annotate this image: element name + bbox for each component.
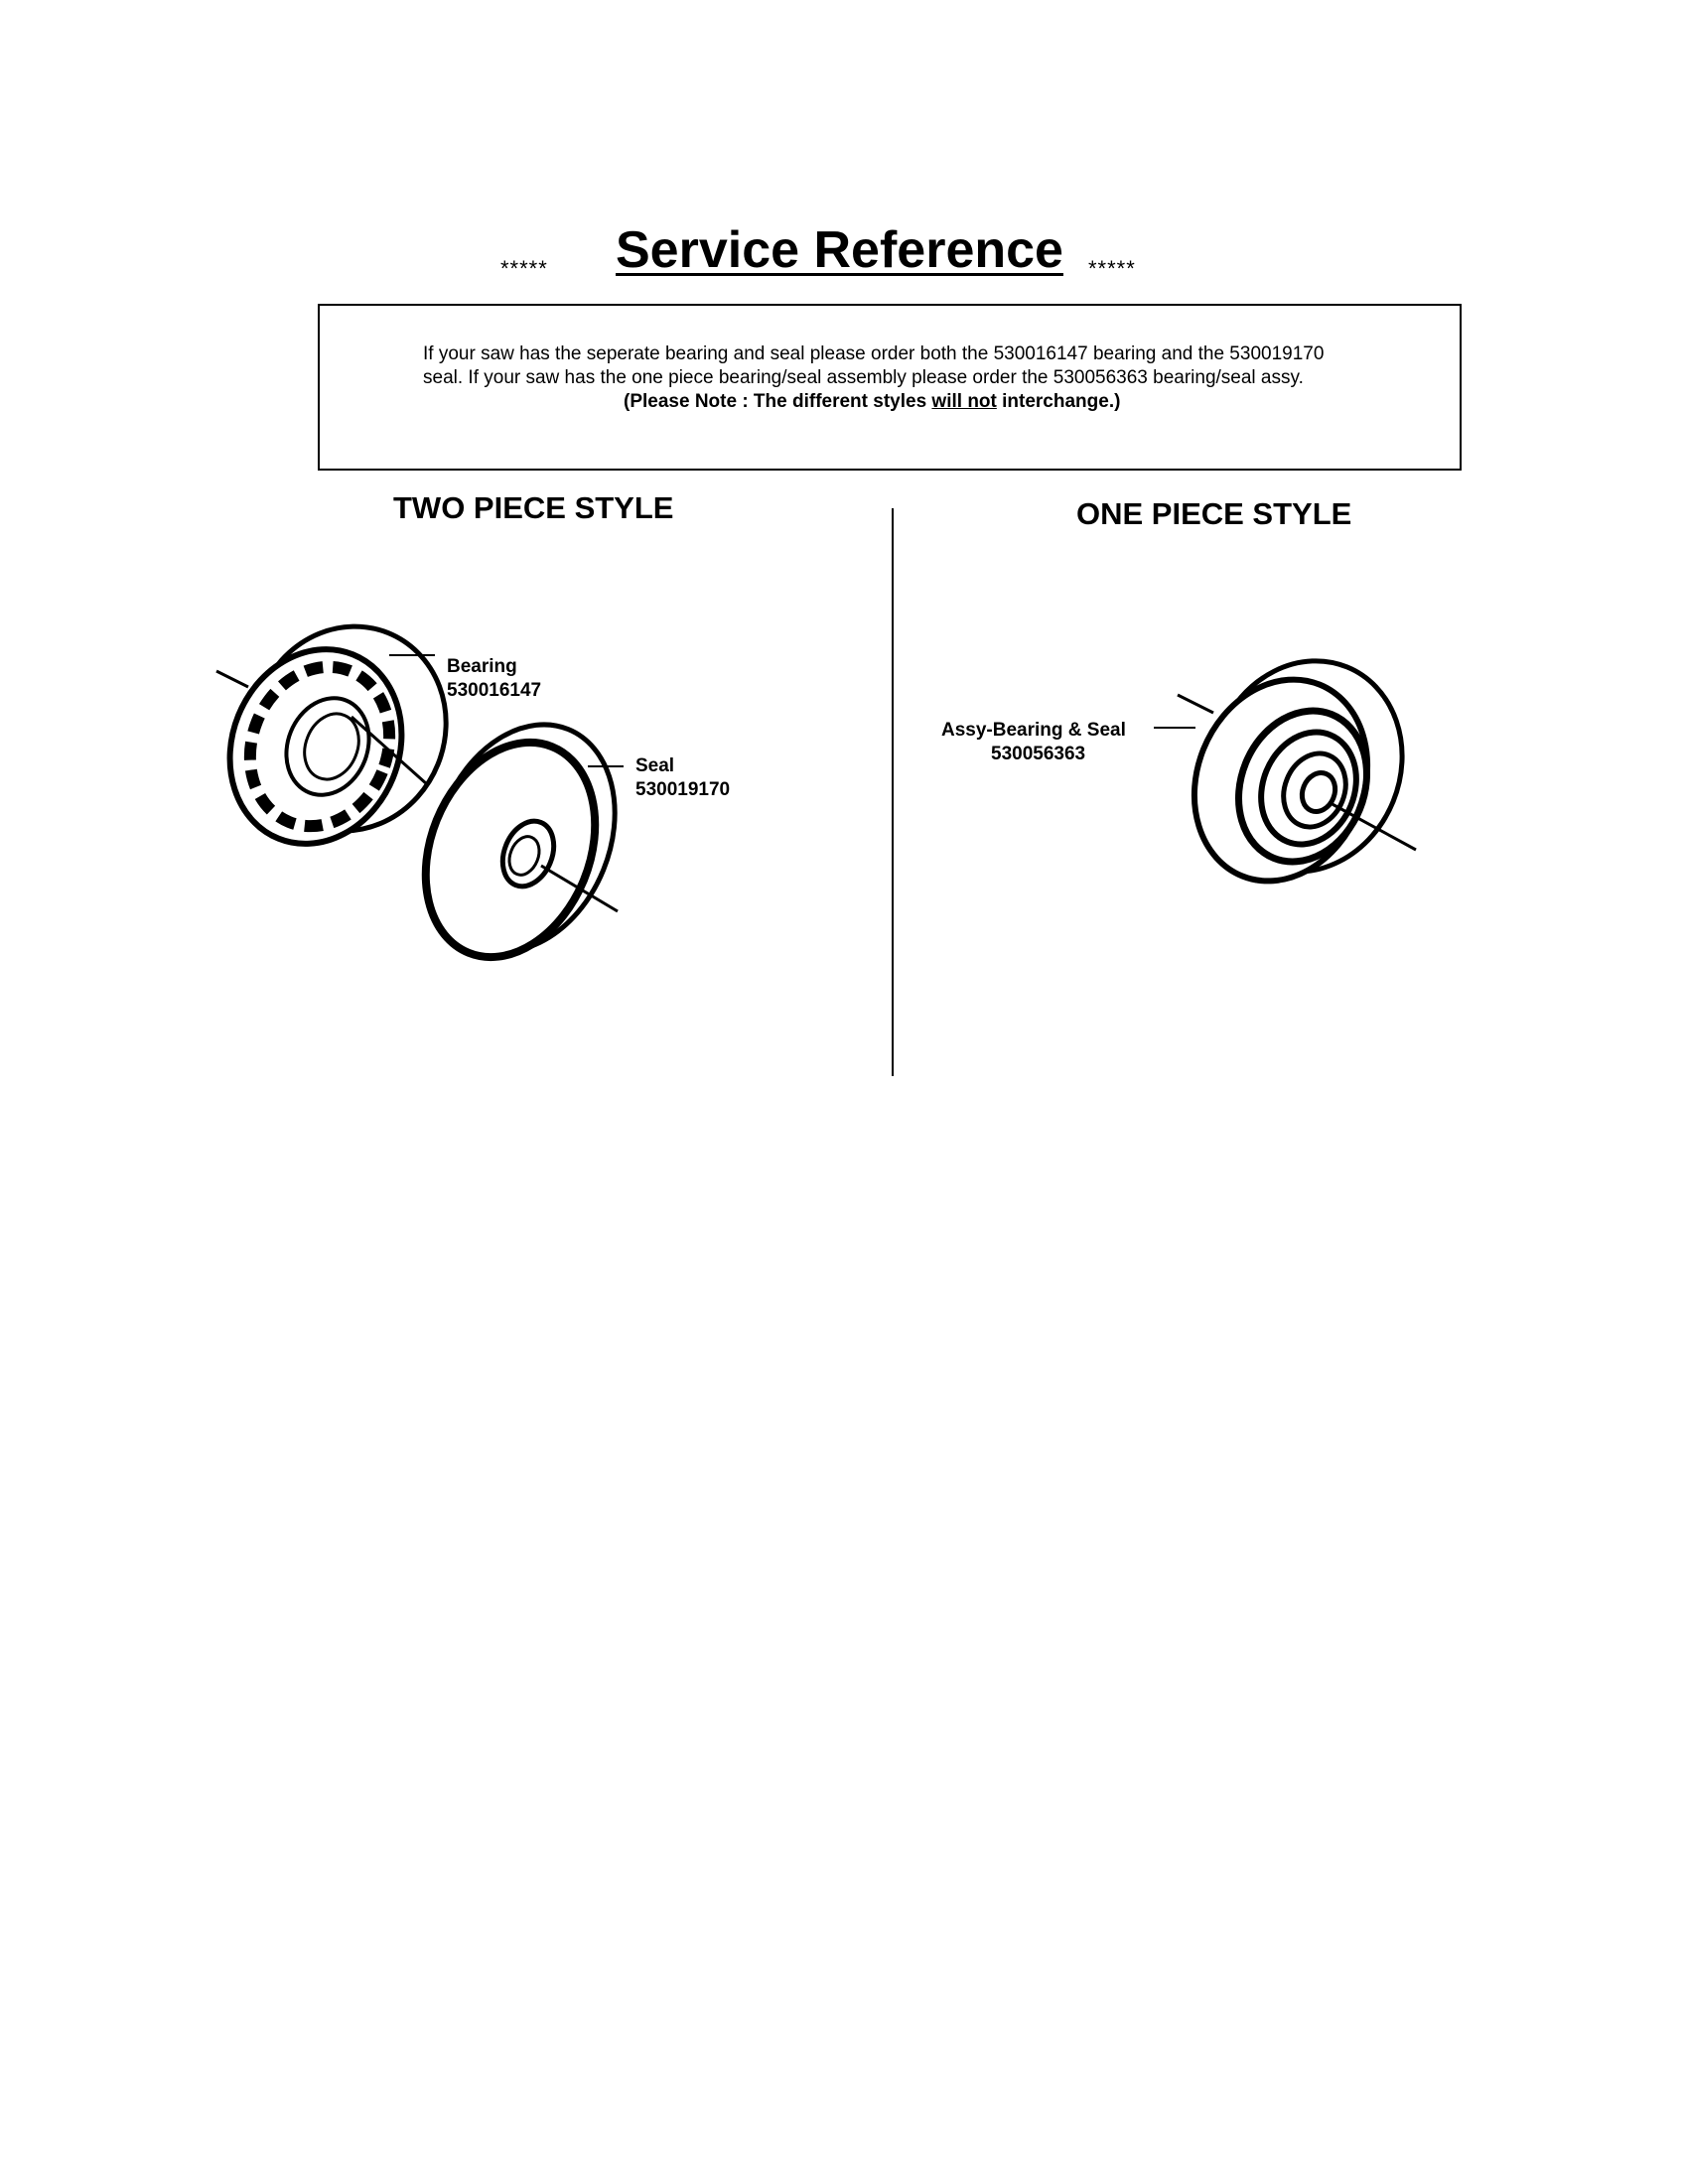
page-title: Service Reference bbox=[616, 221, 1063, 279]
assembly-drawing bbox=[1154, 632, 1434, 907]
two-piece-heading: TWO PIECE STYLE bbox=[393, 490, 674, 525]
notice-note-end: interchange.) bbox=[996, 391, 1121, 412]
notice-note-emphasis: will not bbox=[931, 391, 997, 412]
assembly-label: Assy-Bearing & Seal bbox=[941, 720, 1126, 741]
assembly-callout bbox=[941, 719, 1126, 766]
stars-left: ***** bbox=[500, 256, 548, 281]
seal-callout bbox=[635, 754, 730, 802]
notice-line-1: If your saw has the seperate bearing and seal please order both the 530016147 bearing and the 530019170 bbox=[423, 343, 1325, 364]
one-piece-heading: ONE PIECE STYLE bbox=[1076, 496, 1352, 531]
seal-part-number: 530019170 bbox=[635, 779, 731, 800]
seal-label: Seal bbox=[635, 755, 675, 776]
notice-line-2: seal. If your saw has the one piece bearing/seal assembly please order the 530056363 bearing/seal assy. bbox=[423, 367, 1304, 388]
notice-note-start: (Please Note : The different styles bbox=[624, 391, 932, 412]
bearing-part-number: 530016147 bbox=[447, 680, 542, 701]
stars-right: ***** bbox=[1088, 256, 1136, 281]
assembly-part-number: 530056363 bbox=[991, 744, 1086, 764]
bearing-callout bbox=[447, 655, 541, 703]
bearing-label: Bearing bbox=[447, 656, 517, 677]
